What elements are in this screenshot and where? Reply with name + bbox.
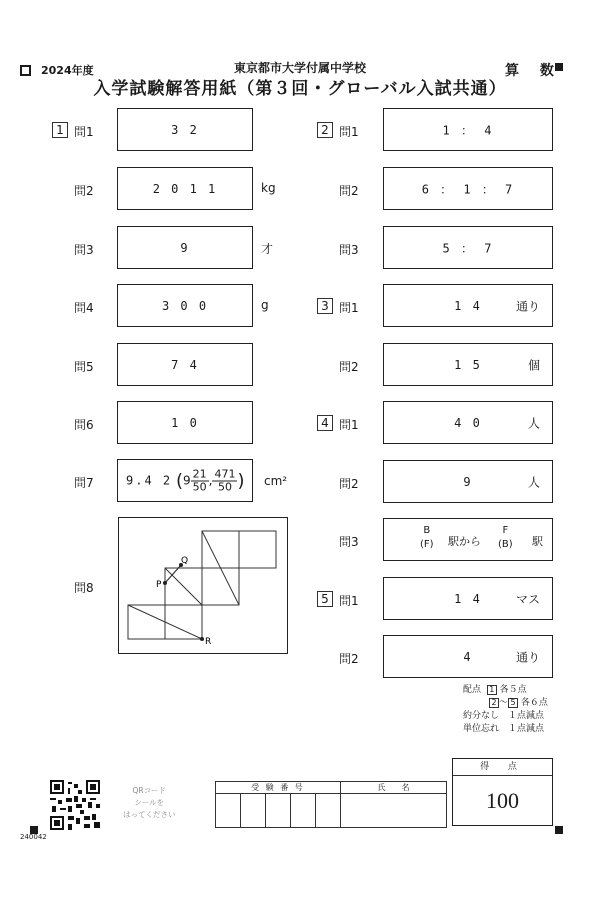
section-box: 2 [489,698,499,708]
sheet-title: 入学試験解答用紙（第３回・グローバル入試共通） [93,79,507,99]
exam-info-table [215,781,447,828]
decimal-answer: 9.4 2 [126,473,173,487]
exam-number-digit[interactable] [241,794,266,828]
question-label: 問1 [339,418,359,432]
unit-label: cm² [264,474,288,488]
mixed-whole: 9 [182,473,191,487]
answer-box-1-4[interactable] [117,284,253,327]
q-number: 3 [351,535,359,549]
question-label: 問6 [74,418,94,432]
net-square [202,531,239,568]
denominator: 50 [192,480,207,493]
answer-box-5-2[interactable] [383,635,553,678]
question-label: 問2 [339,360,359,374]
station-2-main: F [502,525,509,536]
range-sep: ～ [499,698,509,708]
qr-sticker-hint [123,785,176,821]
hint-line: はってください [123,810,176,819]
improper-fraction [212,468,237,493]
answer-value: 3 0 0 [161,298,209,313]
answer-value: 1 ： 4 [442,123,494,137]
scoring-notes [463,684,548,736]
unit-label: 個 [527,358,540,372]
net-square [202,568,239,605]
label-q: Q [181,556,189,566]
numerator: 471 [214,467,236,480]
hint-line: シールを [134,798,165,807]
answer-box-1-5[interactable] [117,343,253,386]
answer-box-2-1[interactable] [383,108,553,151]
answer-box-1-7[interactable] [117,459,253,502]
mixed-fraction [191,468,209,493]
question-label: 問1 [339,301,359,315]
question-label: 問3 [339,243,359,257]
qr-code-icon [50,780,100,830]
point-r [200,637,204,641]
station-2-alt: (B) [498,539,513,550]
question-label: 問1 [339,125,359,139]
answer-box-4-1[interactable] [383,401,553,444]
answer-box-1-6[interactable] [117,401,253,444]
station-1 [420,524,434,552]
question-label: 問2 [74,184,94,198]
name-field[interactable] [341,794,447,828]
exam-number-digit[interactable] [291,794,316,828]
subject-label: 算 数 [505,63,562,79]
exam-number-header: 受 験 番 号 [216,782,341,794]
form-code: 240042 [20,833,47,841]
question-label [74,474,94,491]
score-value: 100 [486,788,519,813]
station-1-main: B [423,525,431,536]
question-label: 問5 [74,360,94,374]
answer-value: 3 2 [171,122,199,137]
score-header: 得 点 [453,759,552,776]
question-label [339,533,359,550]
q-prefix: 問 [74,476,87,490]
section-number-2: 2 [317,122,333,138]
answer-box-2-2[interactable] [383,167,553,210]
numerator: 21 [192,467,207,480]
section-number-5: 5 [317,591,333,607]
answer-value: 2 0 1 1 [152,181,218,196]
question-label: 問2 [339,184,359,198]
answer-box-5-1[interactable] [383,577,553,620]
answer-value: 1 4 [454,298,482,313]
answer-box-4-3[interactable] [383,518,553,561]
exam-number-digit[interactable] [316,794,341,828]
label-p: P [156,580,162,590]
unit-label: 人 [527,475,540,489]
unit-label: kg [261,181,276,195]
question-label: 問3 [74,243,94,257]
answer-value: 5 ： 7 [442,241,494,255]
section-box: 1 [487,685,497,695]
year-text: 2024年度 [41,64,94,77]
points-text: 各５点 [499,685,527,695]
diagonal-line [165,568,202,605]
question-label: 問2 [339,477,359,491]
answer-value: 1 5 [454,357,482,372]
section-number-3: 3 [317,298,333,314]
question-label: 問1 [74,125,94,139]
score-box [452,758,553,826]
paren-close: ) [237,470,245,491]
denominator: 50 [217,480,232,493]
question-label [74,579,94,596]
scoring-line-4: 単位忘れ １点減点 [463,724,545,734]
answer-box-3-1[interactable] [383,284,553,327]
section-box: 5 [508,698,518,708]
question-label: 問1 [339,594,359,608]
answer-value: 4 0 [454,415,482,430]
station-2 [498,524,513,552]
station-1-alt: (F) [420,539,434,550]
answer-box-4-2[interactable] [383,460,553,503]
unit-label: マス [515,592,540,606]
answer-value: 9 [180,240,190,255]
question-label: 問2 [339,652,359,666]
school-name: 東京都市大学付属中学校 [233,61,366,75]
registration-mark [555,826,563,834]
answer-box-1-2[interactable] [117,167,253,210]
q-number: 7 [86,476,94,490]
question-label: 問4 [74,301,94,315]
q-prefix: 問 [339,535,352,549]
name-header: 氏 名 [341,782,447,794]
from-station-text: 駅から [448,535,481,548]
answer-value: 1 0 [171,415,199,430]
unit-label: 通り [515,650,540,664]
point-p [163,581,167,585]
unit-label: 才 [261,242,274,256]
unit-label: 人 [527,416,540,430]
scoring-line-2 [463,697,548,710]
section-number-4: 4 [317,415,333,431]
exam-number-digit[interactable] [216,794,241,828]
label-r: R [205,637,212,647]
answer-box-2-3[interactable] [383,226,553,269]
answer-value: 4 [463,649,473,664]
hint-line: QRコード [132,786,167,795]
answer-box-1-3[interactable] [117,226,253,269]
scoring-line-1 [463,684,548,697]
answer-box-3-2[interactable] [383,343,553,386]
answer-value: 9 [463,474,473,489]
answer-value: 7 4 [171,357,199,372]
answer-value: 6 ： 1 ： 7 [421,182,515,196]
points-text: 各６点 [520,698,548,708]
unit-label: 通り [515,299,540,313]
q-number: 8 [86,581,94,595]
answer-box-1-8[interactable] [118,517,288,654]
unit-label: g [261,298,269,312]
station-suffix: 駅 [532,535,543,548]
scoring-label: 配点 [463,685,482,695]
paren-open: ( [175,470,183,491]
q-prefix: 問 [74,581,87,595]
answer-box-1-1[interactable] [117,108,253,151]
answer-content: 9.4 2 (9 $\frac{21}{50}$ , $\frac{471}{50}$ ) [126,467,245,493]
answer-value: 1 4 [454,591,482,606]
scoring-line-3: 約分なし １点減点 [463,711,545,721]
exam-number-digit[interactable] [266,794,291,828]
net-diagram [119,518,286,652]
section-number-1: 1 [52,122,68,138]
